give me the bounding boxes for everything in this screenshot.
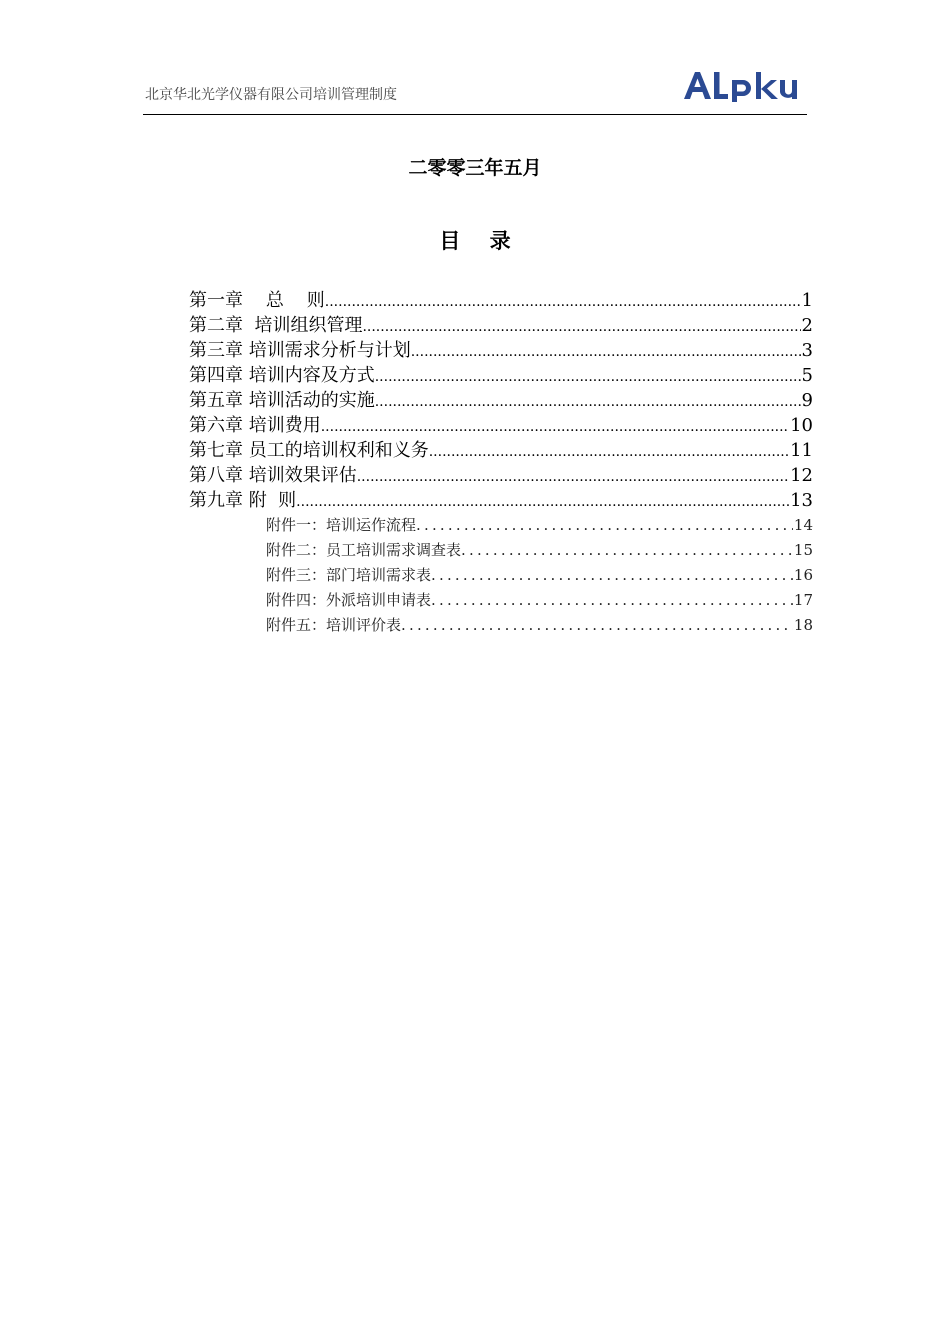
toc-heading: 目 录 [439,229,511,253]
toc-entry-page: 10 [790,415,813,436]
toc-appendix-label: 附件五：培训评价表 [266,616,402,634]
toc-entry[interactable] [189,338,813,363]
toc-leader [431,588,793,613]
toc-entry[interactable] [189,313,813,338]
table-of-contents [189,288,813,638]
toc-leader [461,538,793,563]
toc-leader [375,365,801,388]
toc-entry-page: 13 [790,490,813,511]
toc-entry-label: 第六章 培训费用 [189,415,321,436]
toc-entry-page: 1 [801,290,813,311]
toc-entry-label: 第四章 培训内容及方式 [189,365,375,386]
toc-appendix-entry[interactable] [189,588,813,613]
toc-leader [431,563,793,588]
toc-entry[interactable] [189,438,813,463]
toc-entry-page: 3 [801,340,813,361]
toc-appendix-entry[interactable] [189,563,813,588]
toc-appendix-label: 附件四：外派培训申请表 [266,591,432,609]
toc-appendix-page: 16 [793,566,813,584]
toc-entry-page: 2 [801,315,813,336]
toc-appendix-page: 18 [793,616,813,634]
toc-entry-label: 第二章 培训组织管理 [189,315,363,336]
toc-entry-label: 第一章 总 则 [189,290,325,311]
toc-entry-label: 第七章 员工的培训权利和义务 [189,440,429,461]
toc-appendix-label: 附件一：培训运作流程 [266,516,417,534]
document-date: 二零零三年五月 [408,157,542,179]
toc-leader [411,340,801,363]
toc-entry-label: 第三章 培训需求分析与计划 [189,340,411,361]
toc-entry-page: 11 [790,440,813,461]
toc-appendix-page: 14 [793,516,813,534]
toc-entry[interactable] [189,413,813,438]
toc-appendix-label: 附件三：部门培训需求表 [266,566,432,584]
company-logo [683,70,807,102]
toc-leader [401,613,793,638]
toc-entry[interactable] [189,388,813,413]
toc-appendix-entry[interactable] [189,613,813,638]
toc-leader [416,513,793,538]
toc-entry[interactable] [189,488,813,513]
toc-entry[interactable] [189,363,813,388]
toc-entry-page: 9 [801,390,813,411]
toc-appendix-entry[interactable] [189,513,813,538]
toc-appendix-label: 附件二：员工培训需求调查表 [266,541,462,559]
toc-entry-label: 第八章 培训效果评估 [189,465,357,486]
toc-appendix-entry[interactable] [189,538,813,563]
toc-leader [325,290,801,313]
toc-entry-page: 5 [801,365,813,386]
page-header [143,70,807,115]
toc-appendix-page: 17 [793,591,813,609]
toc-appendix-page: 15 [793,541,813,559]
toc-entry[interactable] [189,463,813,488]
toc-leader [296,490,789,513]
toc-leader [362,315,800,338]
toc-entry-label: 第九章 附 则 [189,490,297,511]
toc-entry-label: 第五章 培训活动的实施 [189,390,375,411]
toc-leader [429,440,789,463]
toc-leader [357,465,789,488]
toc-entry-page: 12 [790,465,813,486]
toc-leader [375,390,801,413]
toc-entry[interactable] [189,288,813,313]
toc-leader [321,415,789,438]
header-title: 北京华北光学仪器有限公司培训管理制度 [145,87,397,103]
